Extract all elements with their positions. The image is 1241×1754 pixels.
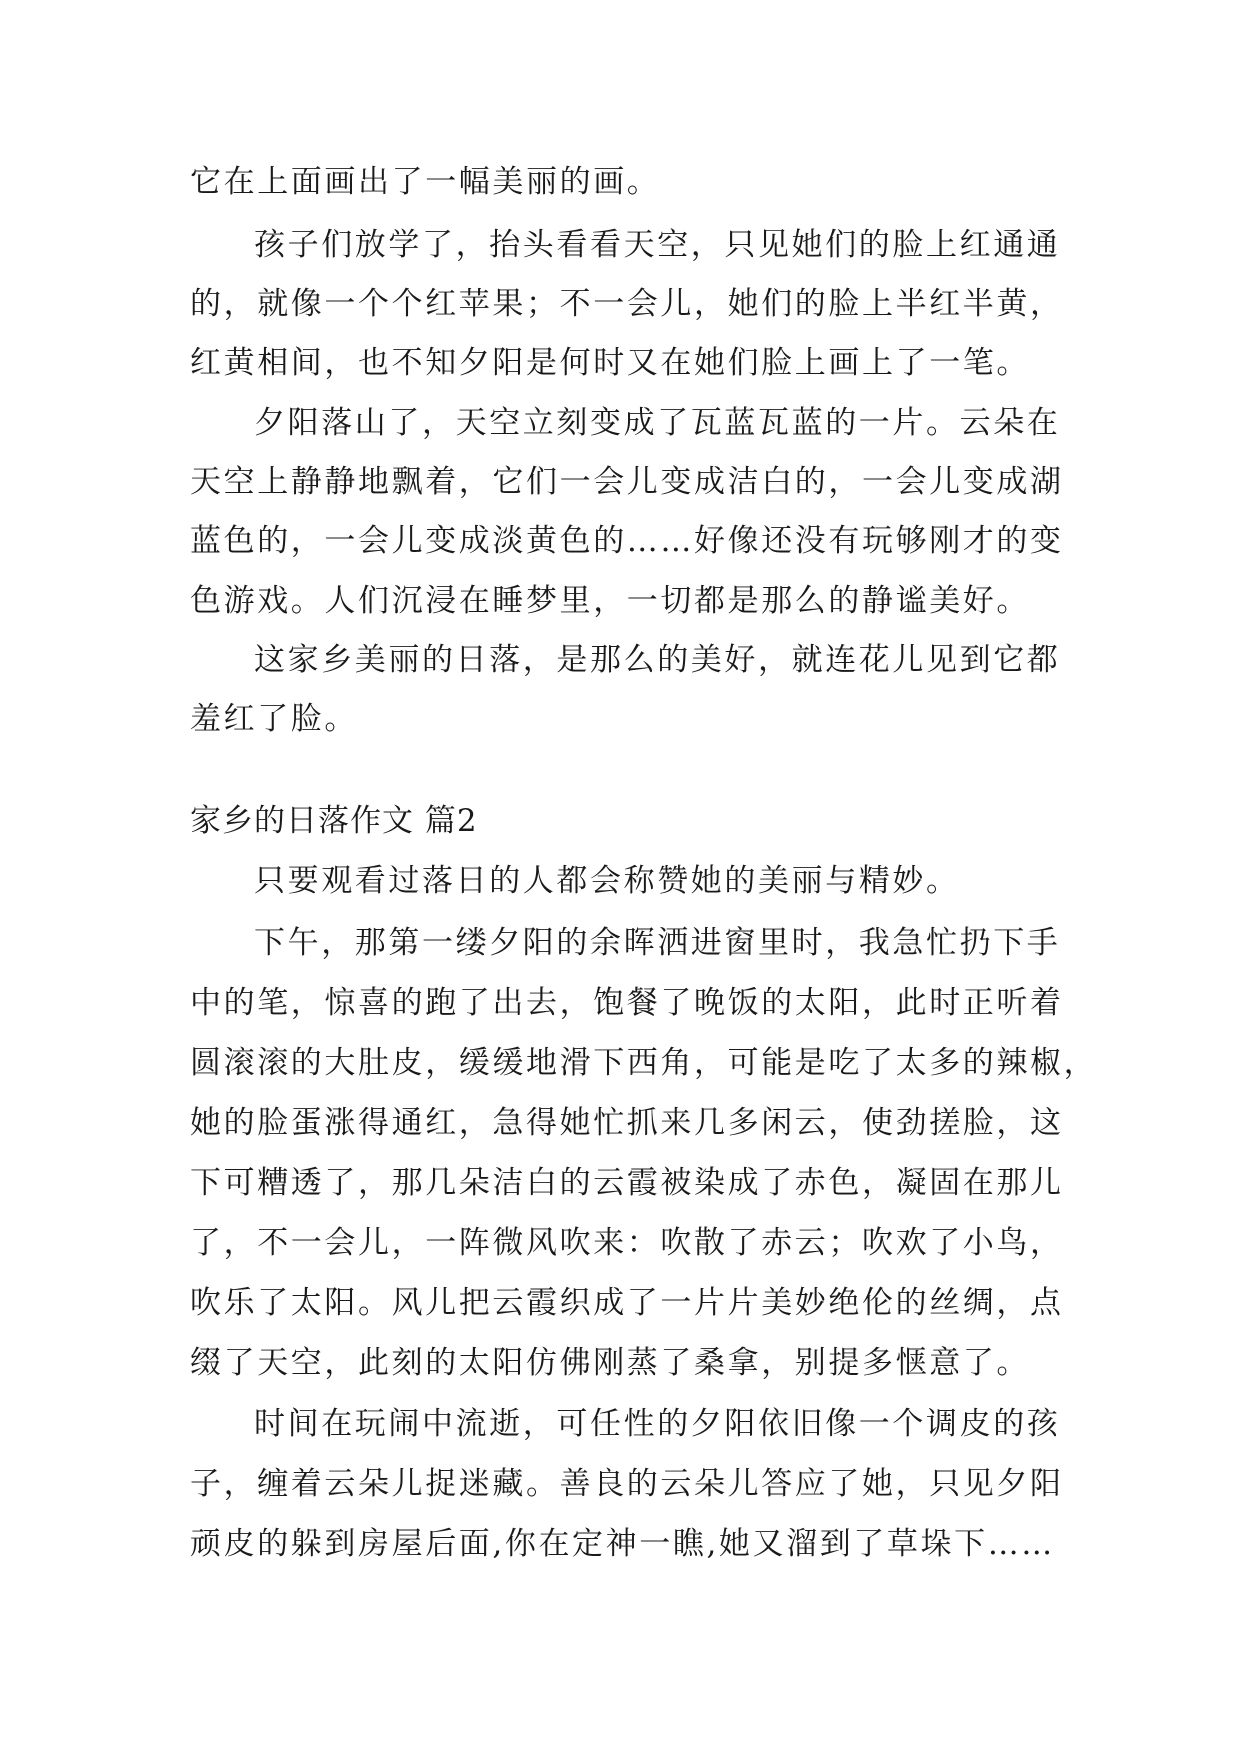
paragraph-start: 只要观看过落日的人都会称赞她的美丽与精妙。 <box>254 863 960 899</box>
text-line: 它在上面画出了一幅美丽的画。 <box>190 164 661 200</box>
text-line: 天空上静静地飘着，它们一会儿变成洁白的，一会儿变成湖 <box>190 464 1064 500</box>
text-line: 红黄相间，也不知夕阳是何时又在她们脸上画上了一笔。 <box>190 345 1030 381</box>
section-heading: 家乡的日落作文 篇2 <box>190 803 478 839</box>
paragraph-start: 这家乡美丽的日落，是那么的美好，就连花儿见到它都 <box>254 642 1061 678</box>
text-line: 了，不一会儿，一阵微风吹来：吹散了赤云；吹欢了小鸟， <box>190 1225 1064 1261</box>
text-line: 的，就像一个个红苹果；不一会儿，她们的脸上半红半黄， <box>190 286 1064 322</box>
paragraph-start: 时间在玩闹中流逝，可任性的夕阳依旧像一个调皮的孩 <box>254 1406 1061 1442</box>
text-line: 她的脸蛋涨得通红，急得她忙抓来几多闲云，使劲搓脸，这 <box>190 1105 1064 1141</box>
text-line: 子，缠着云朵儿捉迷藏。善良的云朵儿答应了她，只见夕阳 <box>190 1466 1064 1502</box>
paragraph-start: 孩子们放学了，抬头看看天空，只见她们的脸上红通通 <box>254 227 1061 263</box>
text-line: 中的笔，惊喜的跑了出去，饱餐了晚饭的太阳，此时正听着 <box>190 985 1064 1021</box>
text-line: 顽皮的躲到房屋后面,你在定神一瞧,她又溜到了草垛下…… <box>190 1526 1055 1562</box>
paragraph-start: 夕阳落山了，天空立刻变成了瓦蓝瓦蓝的一片。云朵在 <box>254 405 1061 441</box>
text-line: 圆滚滚的大肚皮，缓缓地滑下西角，可能是吃了太多的辣椒， <box>190 1045 1098 1081</box>
text-line: 吹乐了太阳。风儿把云霞织成了一片片美妙绝伦的丝绸，点 <box>190 1285 1064 1321</box>
text-line: 色游戏。人们沉浸在睡梦里，一切都是那么的静谧美好。 <box>190 583 1030 619</box>
paragraph-start: 下午，那第一缕夕阳的余晖洒进窗里时，我急忙扔下手 <box>254 925 1061 961</box>
text-line: 蓝色的，一会儿变成淡黄色的……好像还没有玩够刚才的变 <box>190 523 1064 559</box>
text-line: 下可糟透了，那几朵洁白的云霞被染成了赤色，凝固在那儿 <box>190 1165 1064 1201</box>
text-line: 羞红了脸。 <box>190 701 358 737</box>
text-line: 缀了天空，此刻的太阳仿佛刚蒸了桑拿，别提多惬意了。 <box>190 1345 1030 1381</box>
